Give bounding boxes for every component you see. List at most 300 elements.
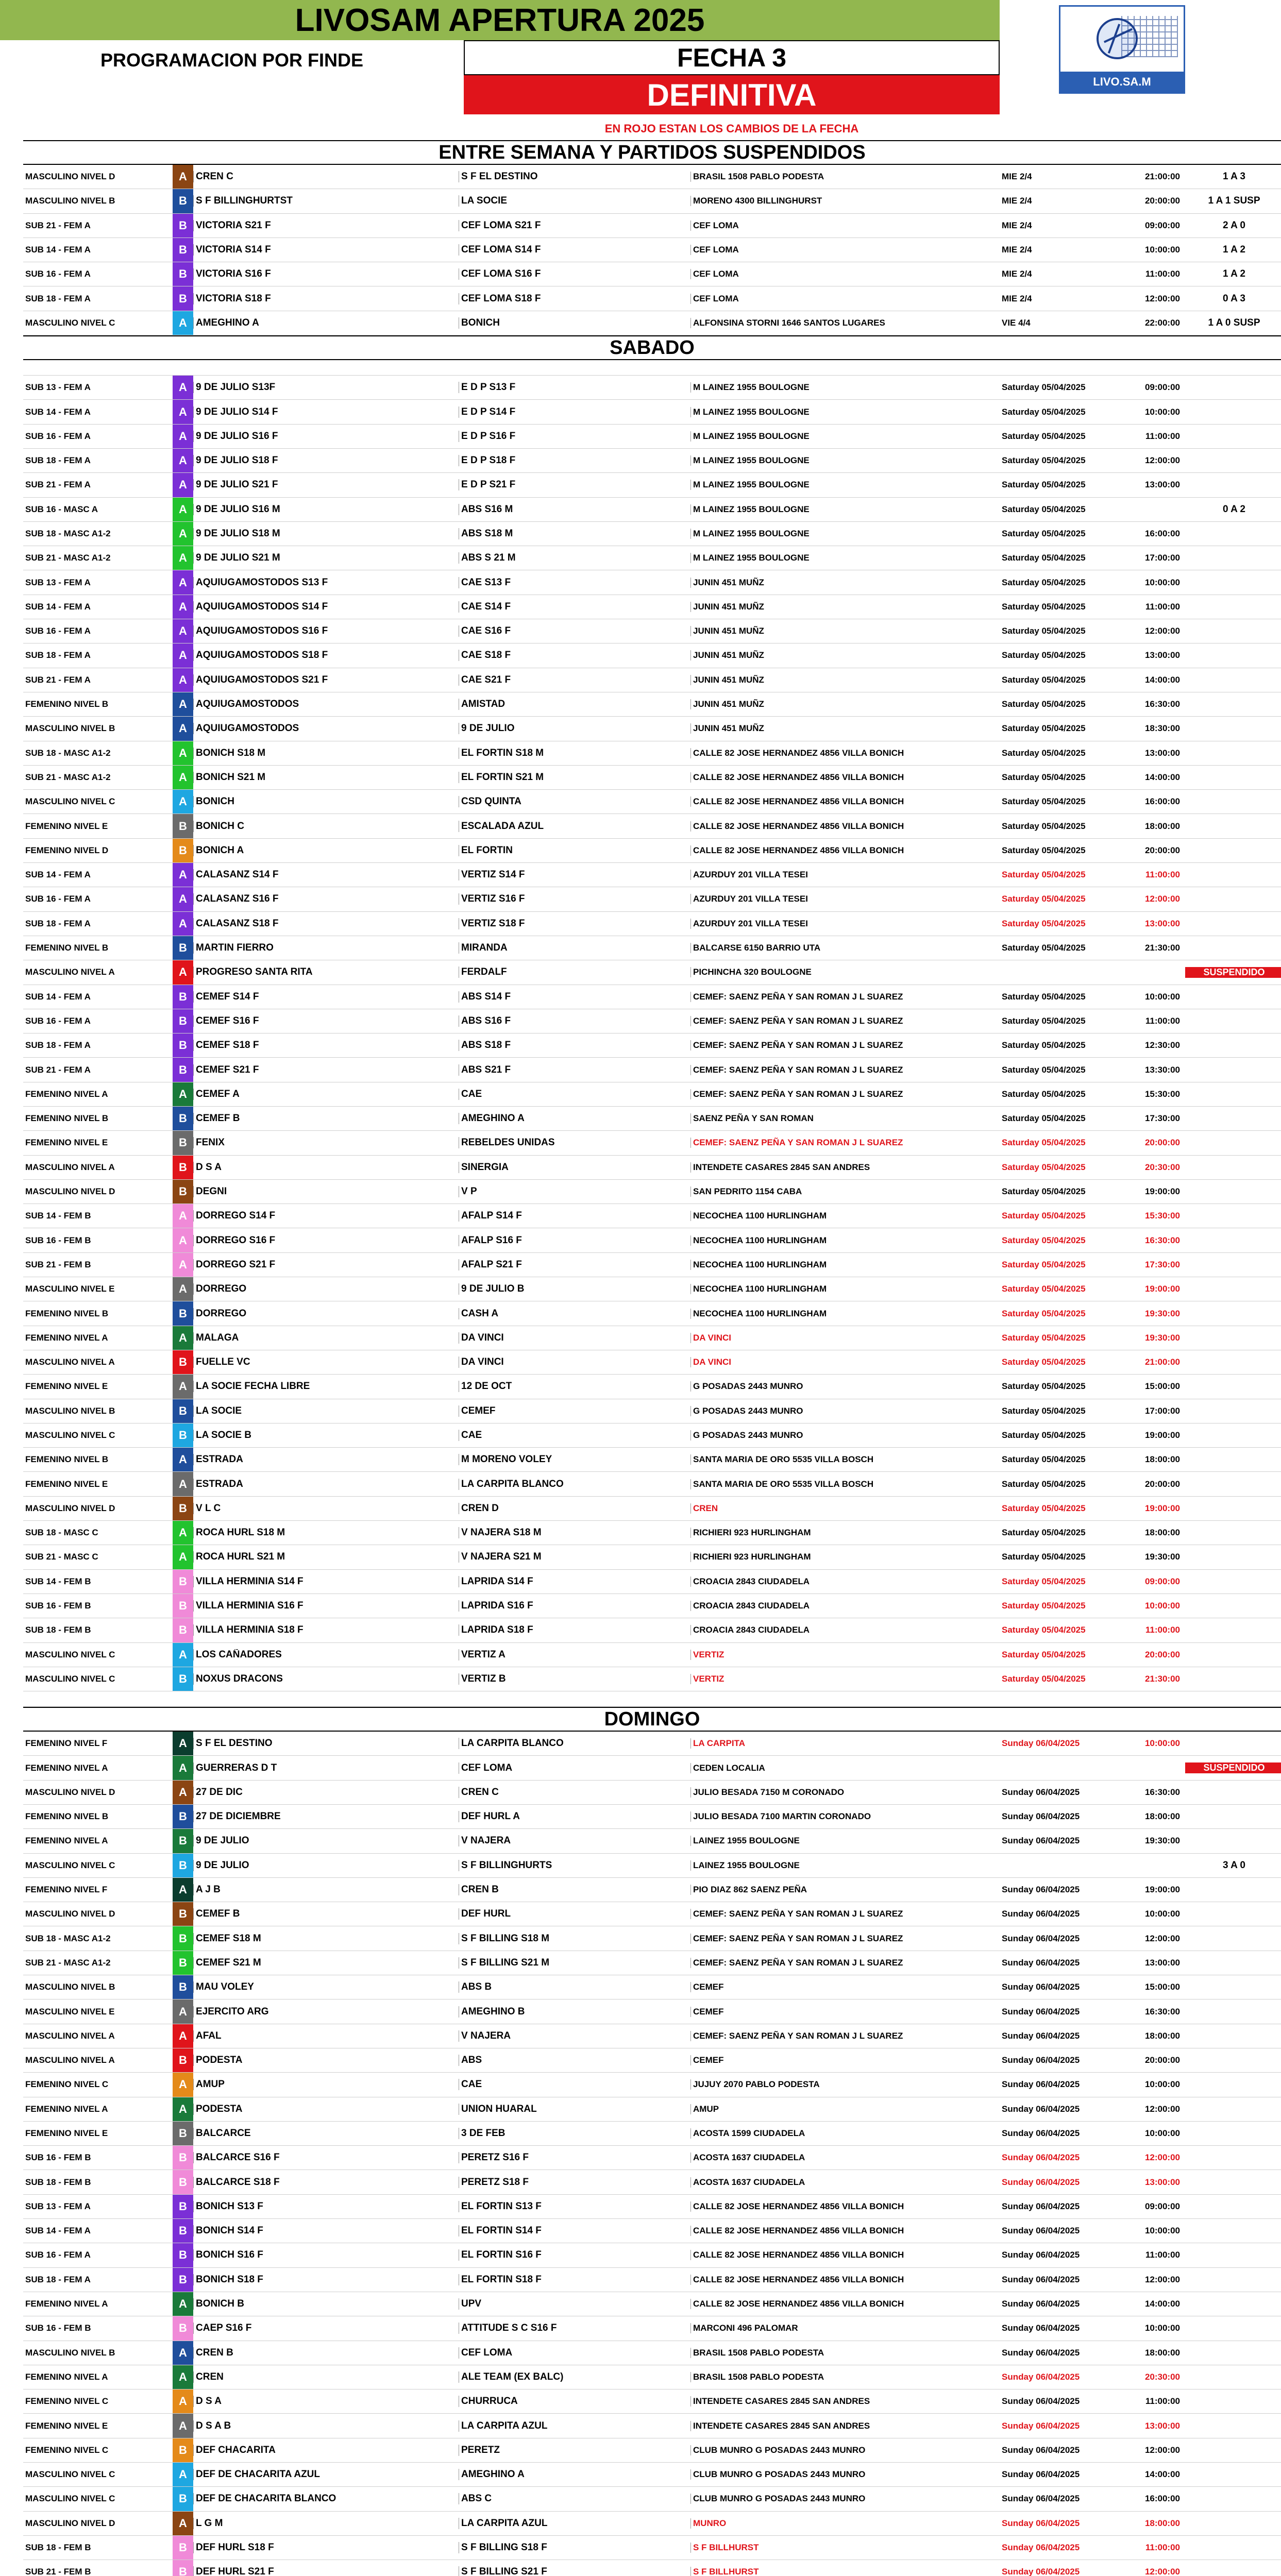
date-cell: Saturday 05/04/2025 — [1002, 699, 1086, 709]
home-team-cell: AQUIUGAMOSTODOS — [193, 699, 459, 710]
venue-cell: PICHINCHA 320 BOULOGNE — [690, 967, 1000, 977]
table-row — [23, 1156, 1281, 1180]
category-cell: FEMENINO NIVEL B — [25, 1308, 109, 1318]
home-team-cell: BONICH S18 M — [193, 748, 459, 759]
venue-cell: CROACIA 2843 CIUDADELA — [690, 1625, 1000, 1635]
category-cell: MASCULINO NIVEL A — [25, 967, 115, 977]
home-team-cell: AQUIUGAMOSTODOS S18 F — [193, 650, 459, 661]
table-row — [23, 1277, 1281, 1301]
date-cell: Saturday 05/04/2025 — [1002, 1454, 1086, 1465]
away-team-cell: S F EL DESTINO — [459, 171, 690, 182]
home-team-cell: EJERCITO ARG — [193, 2006, 459, 2018]
table-row — [23, 1854, 1281, 1878]
table-row — [23, 1228, 1281, 1252]
time-cell: 10:00:00 — [1144, 1738, 1180, 1749]
home-team-cell: AQUIUGAMOSTODOS S21 F — [193, 674, 459, 686]
table-row — [23, 2097, 1281, 2122]
away-team-cell: V P — [459, 1186, 690, 1197]
away-team-cell: CEF LOMA — [459, 2347, 690, 2359]
table-row — [23, 2487, 1281, 2511]
table-row — [23, 1691, 1281, 1707]
venue-cell: CALLE 82 JOSE HERNANDEZ 4856 VILLA BONICH — [690, 2275, 1000, 2285]
time-cell: 10:00:00 — [1144, 406, 1180, 417]
date-cell: Saturday 05/04/2025 — [1002, 821, 1086, 831]
time-cell: 16:30:00 — [1144, 2006, 1180, 2016]
home-team-cell: FENIX — [193, 1137, 459, 1148]
category-cell: SUB 18 - FEM A — [25, 293, 91, 303]
level-badge: B — [173, 1805, 193, 1828]
table-row — [23, 2243, 1281, 2267]
table-row — [23, 1999, 1281, 2024]
away-team-cell: ABS S21 F — [459, 1064, 690, 1076]
level-badge: A — [173, 643, 193, 667]
date-cell: Saturday 05/04/2025 — [1002, 529, 1086, 538]
level-badge: A — [173, 595, 193, 619]
home-team-cell: 9 DE JULIO — [193, 1860, 459, 1871]
date-cell: MIE 2/4 — [1002, 172, 1032, 182]
home-team-cell: BALCARCE S16 F — [193, 2152, 459, 2163]
away-team-cell: LAPRIDA S18 F — [459, 1624, 690, 1636]
category-cell: SUB 21 - MASC A1-2 — [25, 553, 111, 563]
venue-cell: BRASIL 1508 PABLO PODESTA — [690, 2348, 1000, 2358]
venue-cell: CEMEF: SAENZ PEÑA Y SAN ROMAN J L SUAREZ — [690, 1016, 1000, 1026]
result-cell: 1 A 3 — [1222, 171, 1245, 182]
away-team-cell: LAPRIDA S14 F — [459, 1576, 690, 1587]
category-cell: SUB 18 - FEM A — [25, 650, 91, 660]
venue-cell: AMUP — [690, 2104, 1000, 2114]
category-cell: SUB 14 - FEM B — [25, 1576, 91, 1586]
venue-cell: VERTIZ — [690, 1650, 1000, 1660]
category-cell: FEMENINO NIVEL E — [25, 1381, 108, 1392]
time-cell: 12:00:00 — [1144, 894, 1180, 904]
table-row — [23, 570, 1281, 595]
category-cell: SUB 13 - FEM A — [25, 382, 91, 393]
category-cell: FEMENINO NIVEL A — [25, 1089, 108, 1099]
date-cell: Saturday 05/04/2025 — [1002, 845, 1086, 855]
home-team-cell: DORREGO — [193, 1308, 459, 1319]
away-team-cell: BONICH — [459, 317, 690, 329]
away-team-cell: DEF HURL A — [459, 1811, 690, 1822]
away-team-cell: 3 DE FEB — [459, 2128, 690, 2139]
away-team-cell: CAE — [459, 1430, 690, 1441]
away-team-cell: S F BILLING S21 F — [459, 2566, 690, 2576]
result-cell: 1 A 2 — [1222, 268, 1245, 280]
time-cell: 10:00:00 — [1144, 2128, 1180, 2138]
venue-cell: ALFONSINA STORNI 1646 SANTOS LUGARES — [690, 318, 1000, 328]
away-team-cell: CEF LOMA — [459, 1762, 690, 1774]
home-team-cell: CAEP S16 F — [193, 2323, 459, 2334]
home-team-cell: D S A — [193, 2396, 459, 2407]
home-team-cell: 9 DE JULIO S14 F — [193, 406, 459, 418]
category-cell: SUB 16 - FEM A — [25, 1015, 91, 1026]
venue-cell: CEF LOMA — [690, 245, 1000, 255]
table-row — [23, 1643, 1281, 1667]
venue-cell: AZURDUY 201 VILLA TESEI — [690, 919, 1000, 929]
time-cell: 15:30:00 — [1144, 1211, 1180, 1221]
category-cell: MASCULINO NIVEL C — [25, 1860, 115, 1870]
level-badge: A — [173, 1277, 193, 1301]
time-cell: 19:30:00 — [1144, 1332, 1180, 1343]
home-team-cell: LA SOCIE FECHA LIBRE — [193, 1381, 459, 1392]
time-cell: 17:30:00 — [1144, 1259, 1180, 1269]
result-cell: 2 A 0 — [1222, 219, 1245, 231]
date-cell: Sunday 06/04/2025 — [1002, 2543, 1080, 2553]
level-badge: B — [173, 1975, 193, 1999]
time-cell: 20:00:00 — [1144, 196, 1180, 206]
away-team-cell: EL FORTIN S18 M — [459, 748, 690, 759]
away-team-cell: CAE S14 F — [459, 601, 690, 613]
level-badge: A — [173, 376, 193, 399]
date-cell: Sunday 06/04/2025 — [1002, 1909, 1080, 1919]
level-badge: A — [173, 1375, 193, 1398]
date-cell: Saturday 05/04/2025 — [1002, 1113, 1086, 1124]
date-cell: Sunday 06/04/2025 — [1002, 2006, 1080, 2016]
home-team-cell: BONICH S18 F — [193, 2274, 459, 2285]
venue-cell: PIO DIAZ 862 SAENZ PEÑA — [690, 1885, 1000, 1895]
away-team-cell: S F BILLINGHURTS — [459, 1860, 690, 1871]
away-team-cell: ABS S14 F — [459, 991, 690, 1003]
level-badge: A — [173, 1521, 193, 1545]
date-cell: Sunday 06/04/2025 — [1002, 2201, 1080, 2211]
home-team-cell: 9 DE JULIO S13F — [193, 382, 459, 393]
away-team-cell: PERETZ — [459, 2445, 690, 2456]
category-cell: SUB 16 - FEM A — [25, 2250, 91, 2260]
date-cell: Sunday 06/04/2025 — [1002, 2177, 1080, 2187]
venue-cell: BRASIL 1508 PABLO PODESTA — [690, 172, 1000, 182]
away-team-cell: EL FORTIN S21 M — [459, 772, 690, 783]
venue-cell: SAN PEDRITO 1154 CABA — [690, 1187, 1000, 1197]
time-cell: 18:00:00 — [1144, 2030, 1180, 2041]
time-cell: 20:30:00 — [1144, 2371, 1180, 2382]
away-team-cell: VERTIZ A — [459, 1649, 690, 1660]
venue-cell: CALLE 82 JOSE HERNANDEZ 4856 VILLA BONICH — [690, 845, 1000, 856]
table-row — [23, 2463, 1281, 2487]
home-team-cell: BALCARCE — [193, 2128, 459, 2139]
venue-cell: CEF LOMA — [690, 294, 1000, 304]
away-team-cell: UNION HUARAL — [459, 2104, 690, 2115]
away-team-cell: E D P S14 F — [459, 406, 690, 418]
level-badge: B — [173, 1618, 193, 1642]
date-cell: Saturday 05/04/2025 — [1002, 1211, 1086, 1221]
home-team-cell: MAU VOLEY — [193, 1981, 459, 1993]
category-cell: MASCULINO NIVEL B — [25, 2347, 115, 2358]
category-cell: MASCULINO NIVEL E — [25, 1284, 115, 1294]
away-team-cell: CAE — [459, 1089, 690, 1100]
date-cell: Saturday 05/04/2025 — [1002, 650, 1086, 660]
venue-cell: CLUB MUNRO G POSADAS 2443 MUNRO — [690, 2494, 1000, 2504]
away-team-cell: DA VINCI — [459, 1357, 690, 1368]
away-team-cell: CREN B — [459, 1884, 690, 1895]
category-cell: MASCULINO NIVEL C — [25, 2469, 115, 2480]
table-row — [23, 1521, 1281, 1545]
table-row — [23, 2219, 1281, 2243]
venue-cell: G POSADAS 2443 MUNRO — [690, 1381, 1000, 1392]
time-cell: 18:00:00 — [1144, 2518, 1180, 2528]
away-team-cell: ABS S18 F — [459, 1040, 690, 1051]
level-badge: B — [173, 2122, 193, 2145]
time-cell: 13:00:00 — [1144, 2177, 1180, 2187]
table-row — [23, 2341, 1281, 2365]
venue-cell: CEMEF: SAENZ PEÑA Y SAN ROMAN J L SUAREZ — [690, 1958, 1000, 1968]
category-cell: MASCULINO NIVEL C — [25, 1673, 115, 1684]
home-team-cell: 9 DE JULIO S16 F — [193, 431, 459, 442]
time-cell: 15:00:00 — [1144, 1982, 1180, 1992]
time-cell: 21:00:00 — [1144, 172, 1180, 182]
table-row — [23, 262, 1281, 286]
level-badge: B — [173, 1131, 193, 1155]
level-badge: B — [173, 2316, 193, 2340]
home-team-cell: CALASANZ S16 F — [193, 893, 459, 905]
time-cell: 20:00:00 — [1144, 1479, 1180, 1489]
level-badge: A — [173, 741, 193, 765]
level-badge: A — [173, 619, 193, 643]
level-badge: B — [173, 2170, 193, 2194]
page-title: LIVOSAM APERTURA 2025 — [0, 0, 1000, 40]
level-badge: A — [173, 1326, 193, 1350]
time-cell: 18:00:00 — [1144, 1454, 1180, 1465]
table-row — [23, 1570, 1281, 1594]
away-team-cell: 12 DE OCT — [459, 1381, 690, 1392]
level-badge: B — [173, 2243, 193, 2267]
category-cell: MASCULINO NIVEL A — [25, 1357, 115, 1367]
category-cell: SUB 16 - FEM B — [25, 1235, 91, 1245]
level-badge: A — [173, 960, 193, 984]
table-row — [23, 1448, 1281, 1472]
category-cell: SUB 16 - FEM A — [25, 626, 91, 636]
level-badge: B — [173, 1156, 193, 1179]
table-row — [23, 1107, 1281, 1131]
category-cell: FEMENINO NIVEL B — [25, 1811, 109, 1822]
away-team-cell: EL FORTIN S16 F — [459, 2249, 690, 2261]
fecha-label: FECHA 3 — [464, 40, 1000, 75]
category-cell: SUB 21 - MASC A1-2 — [25, 1957, 111, 1968]
venue-cell: MUNRO — [690, 2518, 1000, 2529]
table-row — [23, 717, 1281, 741]
category-cell: SUB 13 - FEM A — [25, 2201, 91, 2211]
date-cell: Saturday 05/04/2025 — [1002, 1503, 1086, 1513]
away-team-cell: E D P S21 F — [459, 479, 690, 490]
category-cell: FEMENINO NIVEL E — [25, 1138, 108, 1148]
category-cell: FEMENINO NIVEL A — [25, 1762, 108, 1773]
venue-cell: CEF LOMA — [690, 269, 1000, 279]
date-cell: Saturday 05/04/2025 — [1002, 1064, 1086, 1075]
table-row — [23, 1326, 1281, 1350]
time-cell: 09:00:00 — [1144, 382, 1180, 393]
away-team-cell: LA CARPITA BLANCO — [459, 1738, 690, 1749]
table-row — [23, 473, 1281, 497]
level-badge: A — [173, 1082, 193, 1106]
level-badge: A — [173, 1448, 193, 1471]
venue-cell: SANTA MARIA DE ORO 5535 VILLA BOSCH — [690, 1479, 1000, 1489]
away-team-cell: S F BILLING S18 M — [459, 1933, 690, 1944]
away-team-cell: DEF HURL — [459, 1908, 690, 1920]
venue-cell: SANTA MARIA DE ORO 5535 VILLA BOSCH — [690, 1454, 1000, 1465]
venue-cell: MORENO 4300 BILLINGHURST — [690, 196, 1000, 206]
time-cell: 18:00:00 — [1144, 2347, 1180, 2358]
venue-cell: M LAINEZ 1955 BOULOGNE — [690, 553, 1000, 563]
away-team-cell: V NAJERA S21 M — [459, 1551, 690, 1563]
level-badge: A — [173, 668, 193, 692]
category-cell: SUB 18 - FEM A — [25, 455, 91, 466]
level-badge: B — [173, 2487, 193, 2511]
venue-cell: CALLE 82 JOSE HERNANDEZ 4856 VILLA BONICH — [690, 2299, 1000, 2309]
section-title: DOMINGO — [23, 1707, 1281, 1732]
home-team-cell: CEMEF A — [193, 1089, 459, 1100]
table-row — [23, 1350, 1281, 1375]
venue-cell: INTENDETE CASARES 2845 SAN ANDRES — [690, 1162, 1000, 1173]
date-cell: Saturday 05/04/2025 — [1002, 943, 1086, 953]
result-cell: 0 A 2 — [1222, 503, 1245, 515]
date-cell: Saturday 05/04/2025 — [1002, 894, 1086, 904]
level-badge: A — [173, 2292, 193, 2316]
date-cell: Saturday 05/04/2025 — [1002, 1259, 1086, 1269]
away-team-cell: ABS S16 M — [459, 504, 690, 515]
category-cell: SUB 14 - FEM B — [25, 1211, 91, 1221]
suspended-badge: SUSPENDIDO — [1185, 967, 1281, 978]
home-team-cell: BONICH B — [193, 2298, 459, 2310]
home-team-cell: PODESTA — [193, 2055, 459, 2066]
table-row — [23, 1878, 1281, 1902]
date-cell: Sunday 06/04/2025 — [1002, 2347, 1080, 2358]
table-row — [23, 692, 1281, 717]
venue-cell: CEMEF: SAENZ PEÑA Y SAN ROMAN J L SUAREZ — [690, 1138, 1000, 1148]
home-team-cell: AMUP — [193, 2079, 459, 2090]
venue-cell: M LAINEZ 1955 BOULOGNE — [690, 504, 1000, 515]
home-team-cell: BALCARCE S18 F — [193, 2177, 459, 2188]
home-team-cell: ROCA HURL S21 M — [193, 1551, 459, 1563]
time-cell: 16:30:00 — [1144, 699, 1180, 709]
venue-cell: INTENDETE CASARES 2845 SAN ANDRES — [690, 2396, 1000, 2406]
away-team-cell: UPV — [459, 2298, 690, 2310]
table-row — [23, 2438, 1281, 2463]
category-cell: FEMENINO NIVEL A — [25, 1836, 108, 1846]
category-cell: SUB 16 - FEM A — [25, 431, 91, 441]
away-team-cell: AMISTAD — [459, 699, 690, 710]
category-cell: FEMENINO NIVEL F — [25, 1885, 108, 1895]
home-team-cell: CEMEF B — [193, 1113, 459, 1124]
away-team-cell: ABS S18 M — [459, 528, 690, 539]
home-team-cell: AQUIUGAMOSTODOS S13 F — [193, 577, 459, 588]
venue-cell: M LAINEZ 1955 BOULOGNE — [690, 382, 1000, 393]
table-row — [23, 619, 1281, 643]
level-badge: B — [173, 214, 193, 238]
time-cell: 14:00:00 — [1144, 772, 1180, 782]
level-badge: A — [173, 570, 193, 594]
time-cell: 13:00:00 — [1144, 1957, 1180, 1968]
table-row — [23, 1058, 1281, 1082]
home-team-cell: A J B — [193, 1884, 459, 1895]
home-team-cell: VICTORIA S14 F — [193, 244, 459, 256]
level-badge: A — [173, 522, 193, 546]
venue-cell: CALLE 82 JOSE HERNANDEZ 4856 VILLA BONICH — [690, 2250, 1000, 2260]
table-row — [23, 522, 1281, 546]
level-badge: A — [173, 546, 193, 570]
category-cell: MASCULINO NIVEL D — [25, 1503, 115, 1513]
table-row — [23, 1180, 1281, 1204]
away-team-cell: ABS B — [459, 1981, 690, 1993]
date-cell: Sunday 06/04/2025 — [1002, 2518, 1080, 2528]
date-cell: Sunday 06/04/2025 — [1002, 2226, 1080, 2236]
date-cell: Saturday 05/04/2025 — [1002, 1284, 1086, 1294]
date-cell: Saturday 05/04/2025 — [1002, 723, 1086, 734]
away-team-cell: LA SOCIE — [459, 195, 690, 207]
category-cell: MASCULINO NIVEL D — [25, 172, 115, 182]
level-badge: B — [173, 2268, 193, 2292]
level-badge: A — [173, 1545, 193, 1569]
table-row — [23, 2292, 1281, 2316]
date-cell: Saturday 05/04/2025 — [1002, 1015, 1086, 1026]
table-row — [23, 2024, 1281, 2048]
table-row — [23, 2195, 1281, 2219]
table-row — [23, 643, 1281, 668]
date-cell: Saturday 05/04/2025 — [1002, 1576, 1086, 1586]
date-cell: Sunday 06/04/2025 — [1002, 1885, 1080, 1895]
away-team-cell: LA CARPITA AZUL — [459, 2518, 690, 2529]
table-row — [23, 668, 1281, 692]
venue-cell: CEMEF: SAENZ PEÑA Y SAN ROMAN J L SUAREZ — [690, 1909, 1000, 1919]
level-badge: A — [173, 165, 193, 189]
time-cell: 17:30:00 — [1144, 1113, 1180, 1124]
category-cell: FEMENINO NIVEL A — [25, 2371, 108, 2382]
table-row — [23, 2536, 1281, 2560]
level-badge: B — [173, 262, 193, 286]
date-cell: Sunday 06/04/2025 — [1002, 2371, 1080, 2382]
away-team-cell: VERTIZ S14 F — [459, 869, 690, 880]
table-row — [23, 449, 1281, 473]
venue-cell: CROACIA 2843 CIUDADELA — [690, 1601, 1000, 1611]
level-badge: A — [173, 1732, 193, 1755]
table-row — [23, 741, 1281, 766]
table-row — [23, 1009, 1281, 1033]
table-row — [23, 2048, 1281, 2073]
result-cell: 1 A 0 SUSP — [1208, 317, 1260, 328]
home-team-cell: VICTORIA S16 F — [193, 268, 459, 280]
date-cell: Sunday 06/04/2025 — [1002, 2079, 1080, 2090]
table-row — [23, 1902, 1281, 1926]
logo-label: LIVO.SA.M — [1060, 72, 1184, 92]
away-team-cell: CAE — [459, 2079, 690, 2090]
venue-cell: JUNIN 451 MUÑZ — [690, 675, 1000, 685]
result-cell: 3 A 0 — [1222, 1859, 1245, 1871]
category-cell: MASCULINO NIVEL A — [25, 2055, 115, 2065]
level-badge: A — [173, 400, 193, 423]
venue-cell: VERTIZ — [690, 1674, 1000, 1684]
home-team-cell: PROGRESO SANTA RITA — [193, 967, 459, 978]
home-team-cell: CREN C — [193, 171, 459, 182]
time-cell: 19:00:00 — [1144, 1284, 1180, 1294]
venue-cell: CLUB MUNRO G POSADAS 2443 MUNRO — [690, 2469, 1000, 2480]
category-cell: MASCULINO NIVEL C — [25, 1430, 115, 1440]
venue-cell: CEDEN LOCALIA — [690, 1763, 1000, 1773]
category-cell: SUB 21 - MASC A1-2 — [25, 772, 111, 782]
time-cell: 21:30:00 — [1144, 943, 1180, 953]
away-team-cell: CREN C — [459, 1787, 690, 1798]
level-badge: A — [173, 2073, 193, 2096]
time-cell: 09:00:00 — [1144, 1576, 1180, 1586]
date-cell: MIE 2/4 — [1002, 269, 1032, 279]
away-team-cell: EL FORTIN — [459, 845, 690, 856]
time-cell: 13:00:00 — [1144, 918, 1180, 928]
level-badge: B — [173, 2536, 193, 2560]
date-cell: Saturday 05/04/2025 — [1002, 504, 1086, 514]
date-cell: Sunday 06/04/2025 — [1002, 1836, 1080, 1846]
level-badge: A — [173, 1756, 193, 1780]
level-badge: B — [173, 1854, 193, 1877]
away-team-cell: CEMEF — [459, 1405, 690, 1417]
date-cell: Saturday 05/04/2025 — [1002, 1649, 1086, 1659]
category-cell: FEMENINO NIVEL D — [25, 845, 109, 855]
venue-cell: CLUB MUNRO G POSADAS 2443 MUNRO — [690, 2445, 1000, 2455]
